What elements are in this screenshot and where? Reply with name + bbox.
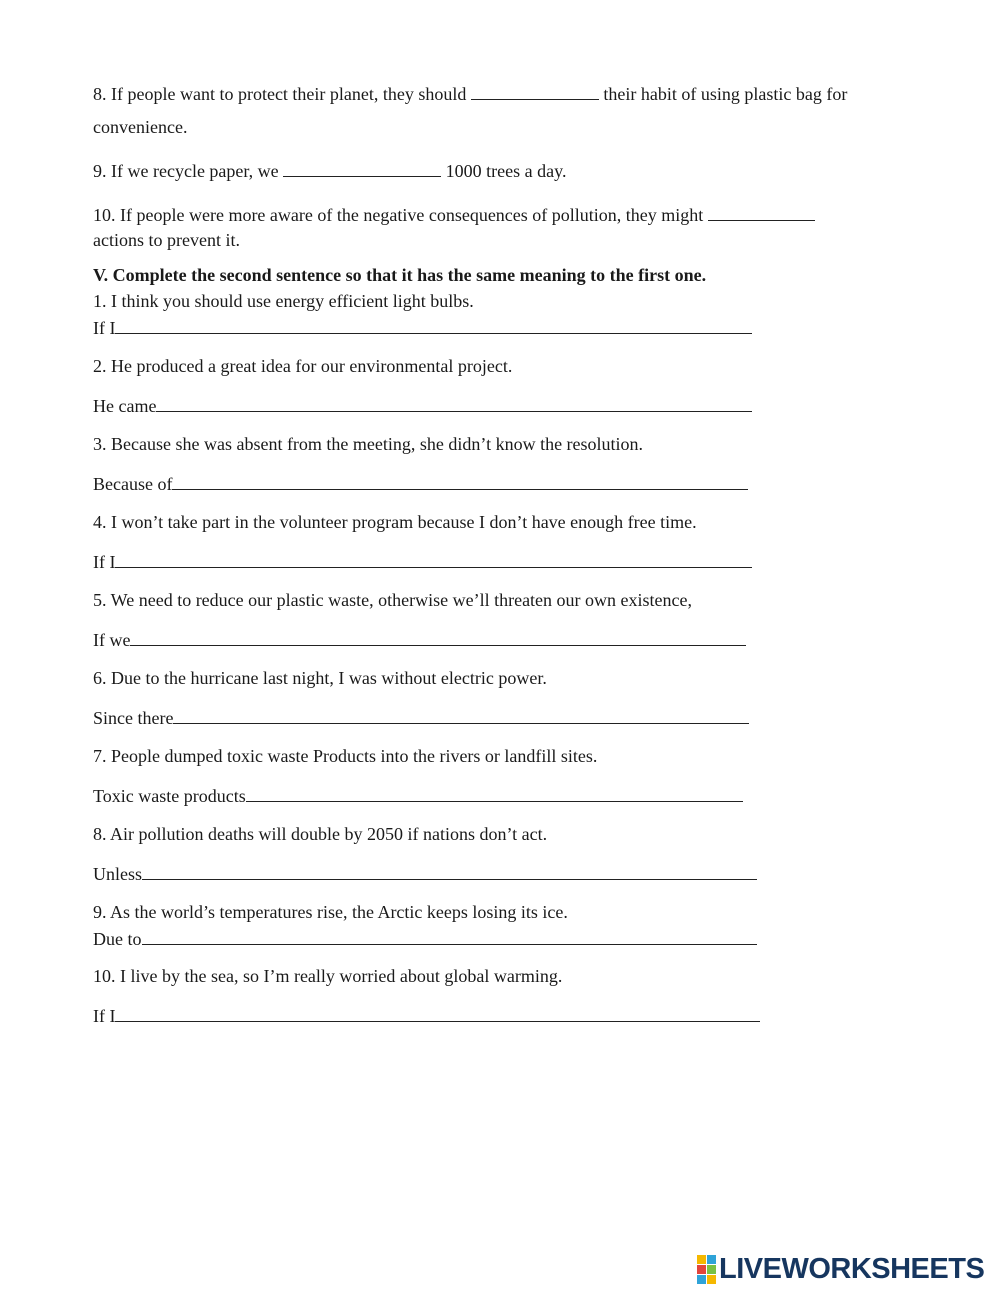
item-4-answer-row	[93, 550, 752, 573]
q9-answer-blank[interactable]	[283, 159, 441, 177]
item-6-answer-blank[interactable]	[173, 706, 749, 724]
item-9-prompt: Due to	[93, 929, 142, 949]
item-5-sentence: 5. We need to reduce our plastic waste, otherwise we’ll threaten our own existence,	[93, 590, 693, 610]
item-1-prompt: If I	[93, 318, 116, 338]
item-2-answer-blank[interactable]	[156, 394, 752, 412]
item-9-answer-row	[93, 927, 757, 950]
item-7-prompt: Toxic waste products	[93, 786, 246, 806]
item-8-answer-blank[interactable]	[142, 862, 757, 880]
item-7-answer-row	[93, 784, 743, 807]
item-6-answer-row	[93, 706, 749, 729]
exercise-iv-q9	[93, 159, 566, 182]
exercise-iv-q8-line2: convenience.	[93, 117, 188, 137]
item-9-answer-blank[interactable]	[142, 927, 757, 945]
exercise-iv-q8-line1	[93, 82, 847, 105]
item-4-prompt: If I	[93, 552, 116, 572]
q10-answer-blank[interactable]	[708, 203, 815, 221]
exercise-iv-q10-line2: actions to prevent it.	[93, 230, 240, 250]
item-5-answer-row	[93, 628, 746, 651]
item-10-answer-row	[93, 1004, 760, 1027]
item-1-answer-row	[93, 316, 752, 339]
item-10-prompt: If I	[93, 1006, 116, 1026]
exercise-iv-q10-line1	[93, 203, 815, 226]
section-v-heading: V. Complete the second sentence so that it has the same meaning to the first one.	[93, 265, 707, 285]
item-8-sentence: 8. Air pollution deaths will double by 2050 if nations don’t act.	[93, 824, 548, 844]
q8-text-part2: their habit of using plastic bag for	[598, 84, 848, 104]
item-2-answer-row	[93, 394, 752, 417]
item-5-prompt: If we	[93, 630, 131, 650]
item-3-prompt: Because of	[93, 474, 173, 494]
item-10-sentence: 10. I live by the sea, so I’m really worried about global warming.	[93, 966, 563, 986]
item-3-answer-blank[interactable]	[172, 472, 748, 490]
item-8-answer-row	[93, 862, 757, 885]
item-10-answer-blank[interactable]	[115, 1004, 760, 1022]
item-6-sentence: 6. Due to the hurricane last night, I was without electric power.	[93, 668, 547, 688]
q10-text-part1: 10. If people were more aware of the negative consequences of pollution, they might	[93, 205, 708, 225]
item-7-answer-blank[interactable]	[246, 784, 743, 802]
q9-text-part1: 9. If we recycle paper, we	[93, 161, 284, 181]
q8-answer-blank[interactable]	[471, 82, 599, 100]
item-4-answer-blank[interactable]	[115, 550, 752, 568]
item-4-sentence: 4. I won’t take part in the volunteer program because I don’t have enough free time.	[93, 512, 697, 532]
q8-text-part1: 8. If people want to protect their planet, they should	[93, 84, 471, 104]
item-3-answer-row	[93, 472, 748, 495]
liveworksheets-logo	[697, 1253, 984, 1286]
item-8-prompt: Unless	[93, 864, 142, 884]
item-1-answer-blank[interactable]	[115, 316, 752, 334]
item-6-prompt: Since there	[93, 708, 174, 728]
item-2-sentence: 2. He produced a great idea for our environmental project.	[93, 356, 513, 376]
item-2-prompt: He came	[93, 396, 157, 416]
logo-text: LIVEWORKSHEETS	[719, 1253, 985, 1285]
item-3-sentence: 3. Because she was absent from the meeting, she didn’t know the resolution.	[93, 434, 644, 454]
item-7-sentence: 7. People dumped toxic waste Products into the rivers or landfill sites.	[93, 746, 598, 766]
item-5-answer-blank[interactable]	[130, 628, 746, 646]
q9-text-part2: 1000 trees a day.	[441, 161, 567, 181]
item-9-sentence: 9. As the world’s temperatures rise, the Arctic keeps losing its ice.	[93, 902, 568, 922]
item-1-sentence: 1. I think you should use energy efficient light bulbs.	[93, 291, 474, 311]
logo-blocks-icon	[697, 1255, 716, 1284]
